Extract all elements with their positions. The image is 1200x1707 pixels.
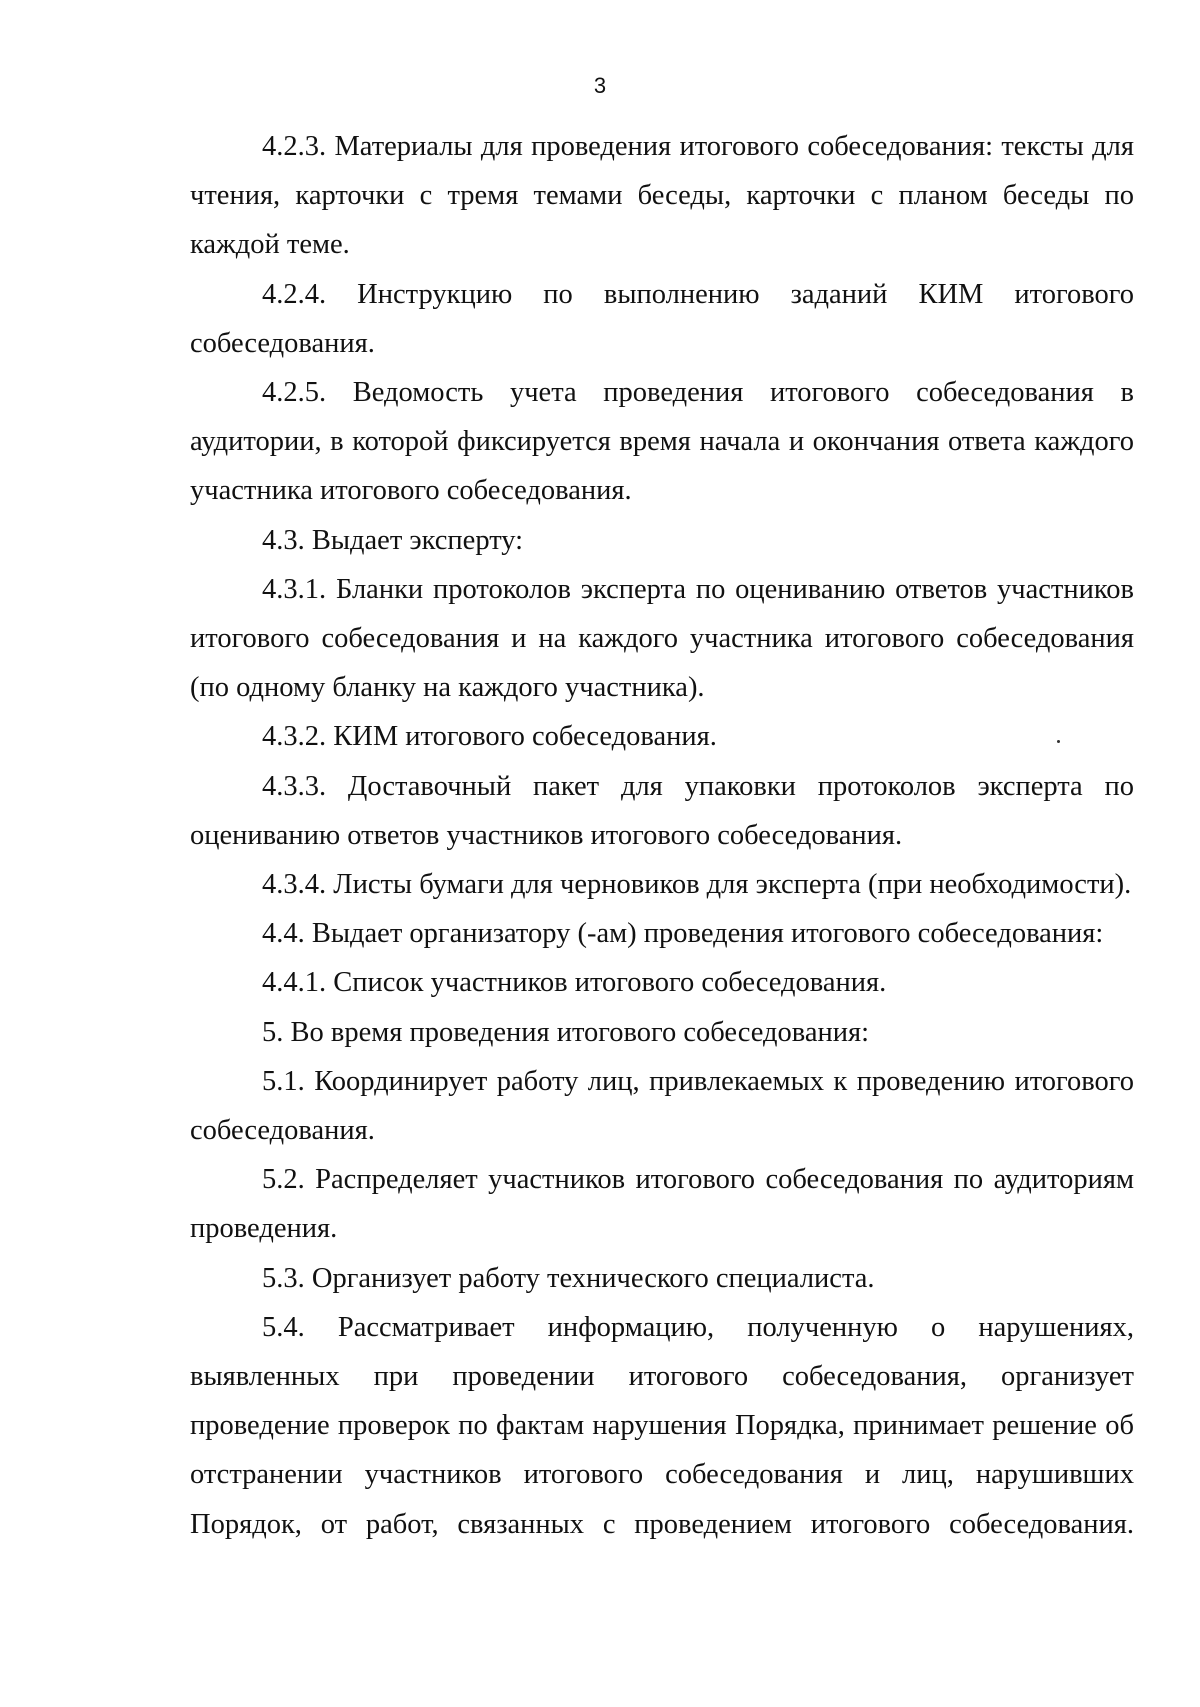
- scan-speck: [1057, 740, 1060, 743]
- paragraph-4-2-5: 4.2.5. Ведомость учета проведения итогового собеседования в аудитории, в которой фиксируется время начала и окончания ответа каждого участника итогового собеседования.: [190, 377, 1134, 507]
- paragraph-4-4: 4.4. Выдает организатору (-ам) проведения итогового собеседования:: [262, 918, 1104, 950]
- page-number: 3: [593, 73, 607, 98]
- document-body: [190, 122, 1134, 1549]
- paragraph-4-2-3: 4.2.3. Материалы для проведения итогового собеседования: тексты для чтения, карточки с тремя темами беседы, карточки с планом беседы по каждой теме.: [190, 131, 1134, 261]
- paragraph-5-4: 5.4. Рассматривает информацию, полученную о нарушениях, выявленных при проведении итогового собеседования, организует проведение проверок по фактам нарушения Порядка, принимает решение об отстранении участников итогового собеседования и лиц, нарушивших Порядок, от работ, связанных с проведением итогового собеседования.: [190, 1311, 1134, 1540]
- paragraph-5-2: 5.2. Распределяет участников итогового собеседования по аудиториям проведения.: [190, 1164, 1134, 1245]
- paragraph-4-3-3: 4.3.3. Доставочный пакет для упаковки протоколов эксперта по оцениванию ответов участников итогового собеседования.: [190, 770, 1134, 851]
- paragraph-4-2-4: 4.2.4. Инструкцию по выполнению заданий КИМ итогового собеседования.: [190, 278, 1134, 359]
- paragraph-5-3: 5.3. Организует работу технического специалиста.: [262, 1262, 875, 1294]
- paragraph-4-4-1: 4.4.1. Список участников итогового собеседования.: [262, 967, 887, 999]
- paragraph-4-3-2: 4.3.2. КИМ итогового собеседования.: [262, 721, 717, 753]
- paragraph-4-3-4: 4.3.4. Листы бумаги для черновиков для эксперта (при необходимости).: [262, 869, 1132, 901]
- paragraph-4-3: 4.3. Выдает эксперту:: [262, 524, 524, 556]
- paragraph-4-3-1: 4.3.1. Бланки протоколов эксперта по оцениванию ответов участников итогового собеседования и на каждого участника итогового собеседования (по одному бланку на каждого участника).: [190, 573, 1134, 704]
- paragraph-5-1: 5.1. Координирует работу лиц, привлекаемых к проведению итогового собеседования.: [190, 1065, 1134, 1147]
- paragraph-5: 5. Во время проведения итогового собеседования:: [262, 1016, 870, 1048]
